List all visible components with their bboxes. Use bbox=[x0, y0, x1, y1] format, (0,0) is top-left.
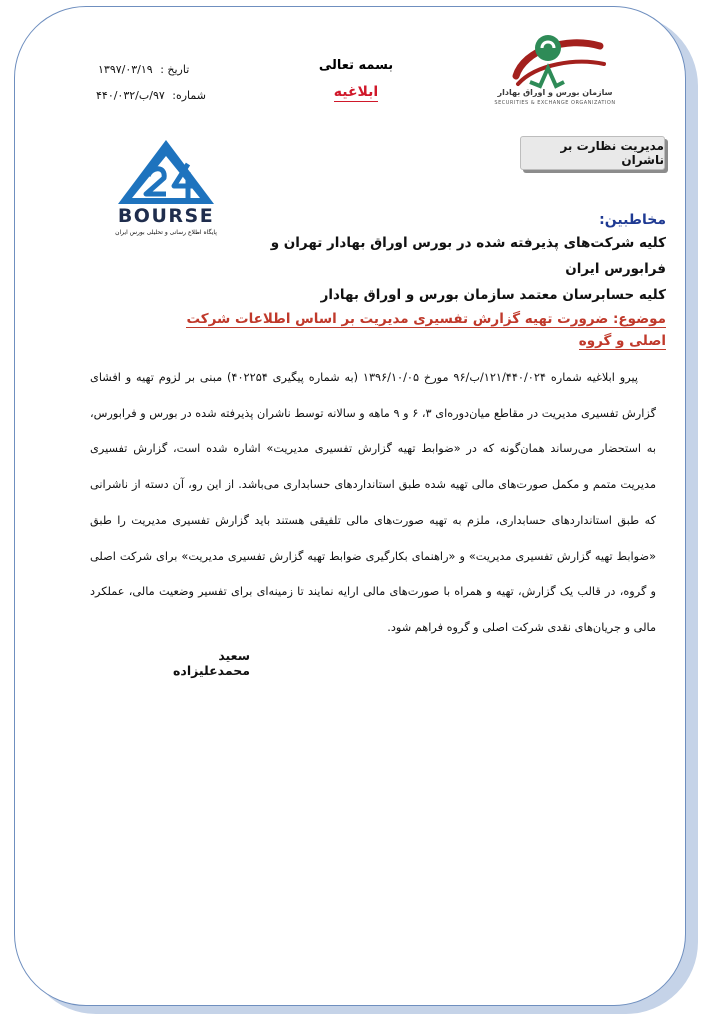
number-line bbox=[96, 89, 206, 102]
date-label: تاریخ : bbox=[160, 63, 190, 76]
bismillah: بسمه تعالی bbox=[318, 58, 394, 73]
department-label: مدیریت نظارت بر ناشران bbox=[560, 139, 664, 167]
subject-text: موضوع: ضرورت تهیه گزارش تفسیری مدیریت بر اساس اطلاعات شرکت اصلی و گروه bbox=[186, 311, 666, 349]
bourse-logo-text: BOURSE bbox=[117, 205, 215, 227]
letter-body bbox=[90, 360, 656, 646]
body-paragraph: پیرو ابلاغیه شماره ۱۲۱/۴۴۰/۰۲۴/ب/۹۶ مورخ ۱۳۹۶/۱۰/۰۵ (به شماره پیگیری ۴۰۲۲۵۴) مبنی بر لزوم تهیه و افشای گزارش تفسیری مدیریت در مقاطع میان‌دوره‌ای ۳، ۶ و ۹ ماهه و سالانه توسط ناشران پذیرفته شده در بورس و فرابورس، به استحضار می‌رساند همان‌گونه که در «ضوابط تهیه گزارش تفسیری مدیریت» اشاره شده است، گزارش تفسیری مدیریت متمم و مکمل صورت‌های مالی تهیه شده طبق استانداردهای حسابداری می‌باشد. از این رو، آن دسته از ناشرانی که طبق استانداردهای حسابداری، ملزم به تهیه صورت‌های مالی تلفیقی هستند باید گزارش تفسیری مدیریت را طبق «ضوابط تهیه گزارش تفسیری مدیریت» و «راهنمای بکارگیری ضوابط تهیه گزارش تفسیری مدیریت» برای شرکت اصلی و گروه، در قالب یک گزارش، تهیه و همراه با صورت‌های مالی ارایه نمایند تا زمینه‌ای برای تفسیر وضعیت مالی، عملکرد مالی و جریان‌های نقدی شرکت اصلی و گروه فراهم شود. bbox=[90, 371, 656, 634]
subject-line bbox=[150, 308, 666, 352]
addressee-line: کلیه حسابرسان معتمد سازمان بورس و اوراق بهادار bbox=[320, 287, 666, 303]
department-box bbox=[520, 136, 665, 170]
number-value: ۹۷/ب/۴۴۰/۰۳۲ bbox=[96, 89, 165, 102]
bourse-caption: پایگاه اطلاع رسانی و تحلیلی بورس ایران bbox=[115, 229, 217, 236]
organization-name-en: SECURITIES & EXCHANGE ORGANIZATION bbox=[494, 100, 616, 106]
signature-name: سعید محمدعلیزاده bbox=[173, 648, 250, 678]
date-value: ۱۳۹۷/۰۳/۱۹ bbox=[98, 63, 153, 76]
addressees-title: مخاطبین: bbox=[599, 212, 666, 228]
notice-label bbox=[300, 84, 412, 100]
organization-logo bbox=[496, 24, 616, 112]
addressees-block bbox=[220, 210, 666, 308]
addressee-line: کلیه شرکت‌های پذیرفته شده در بورس اوراق بهادار تهران و فرابورس ایران bbox=[270, 235, 666, 277]
organization-name: سازمان بورس و اوراق بهادار bbox=[497, 88, 613, 97]
date-line bbox=[98, 63, 189, 76]
number-label: شماره: bbox=[172, 89, 206, 102]
notice-label-text: ابلاغیه bbox=[333, 84, 379, 100]
bourse-logo bbox=[102, 136, 230, 240]
